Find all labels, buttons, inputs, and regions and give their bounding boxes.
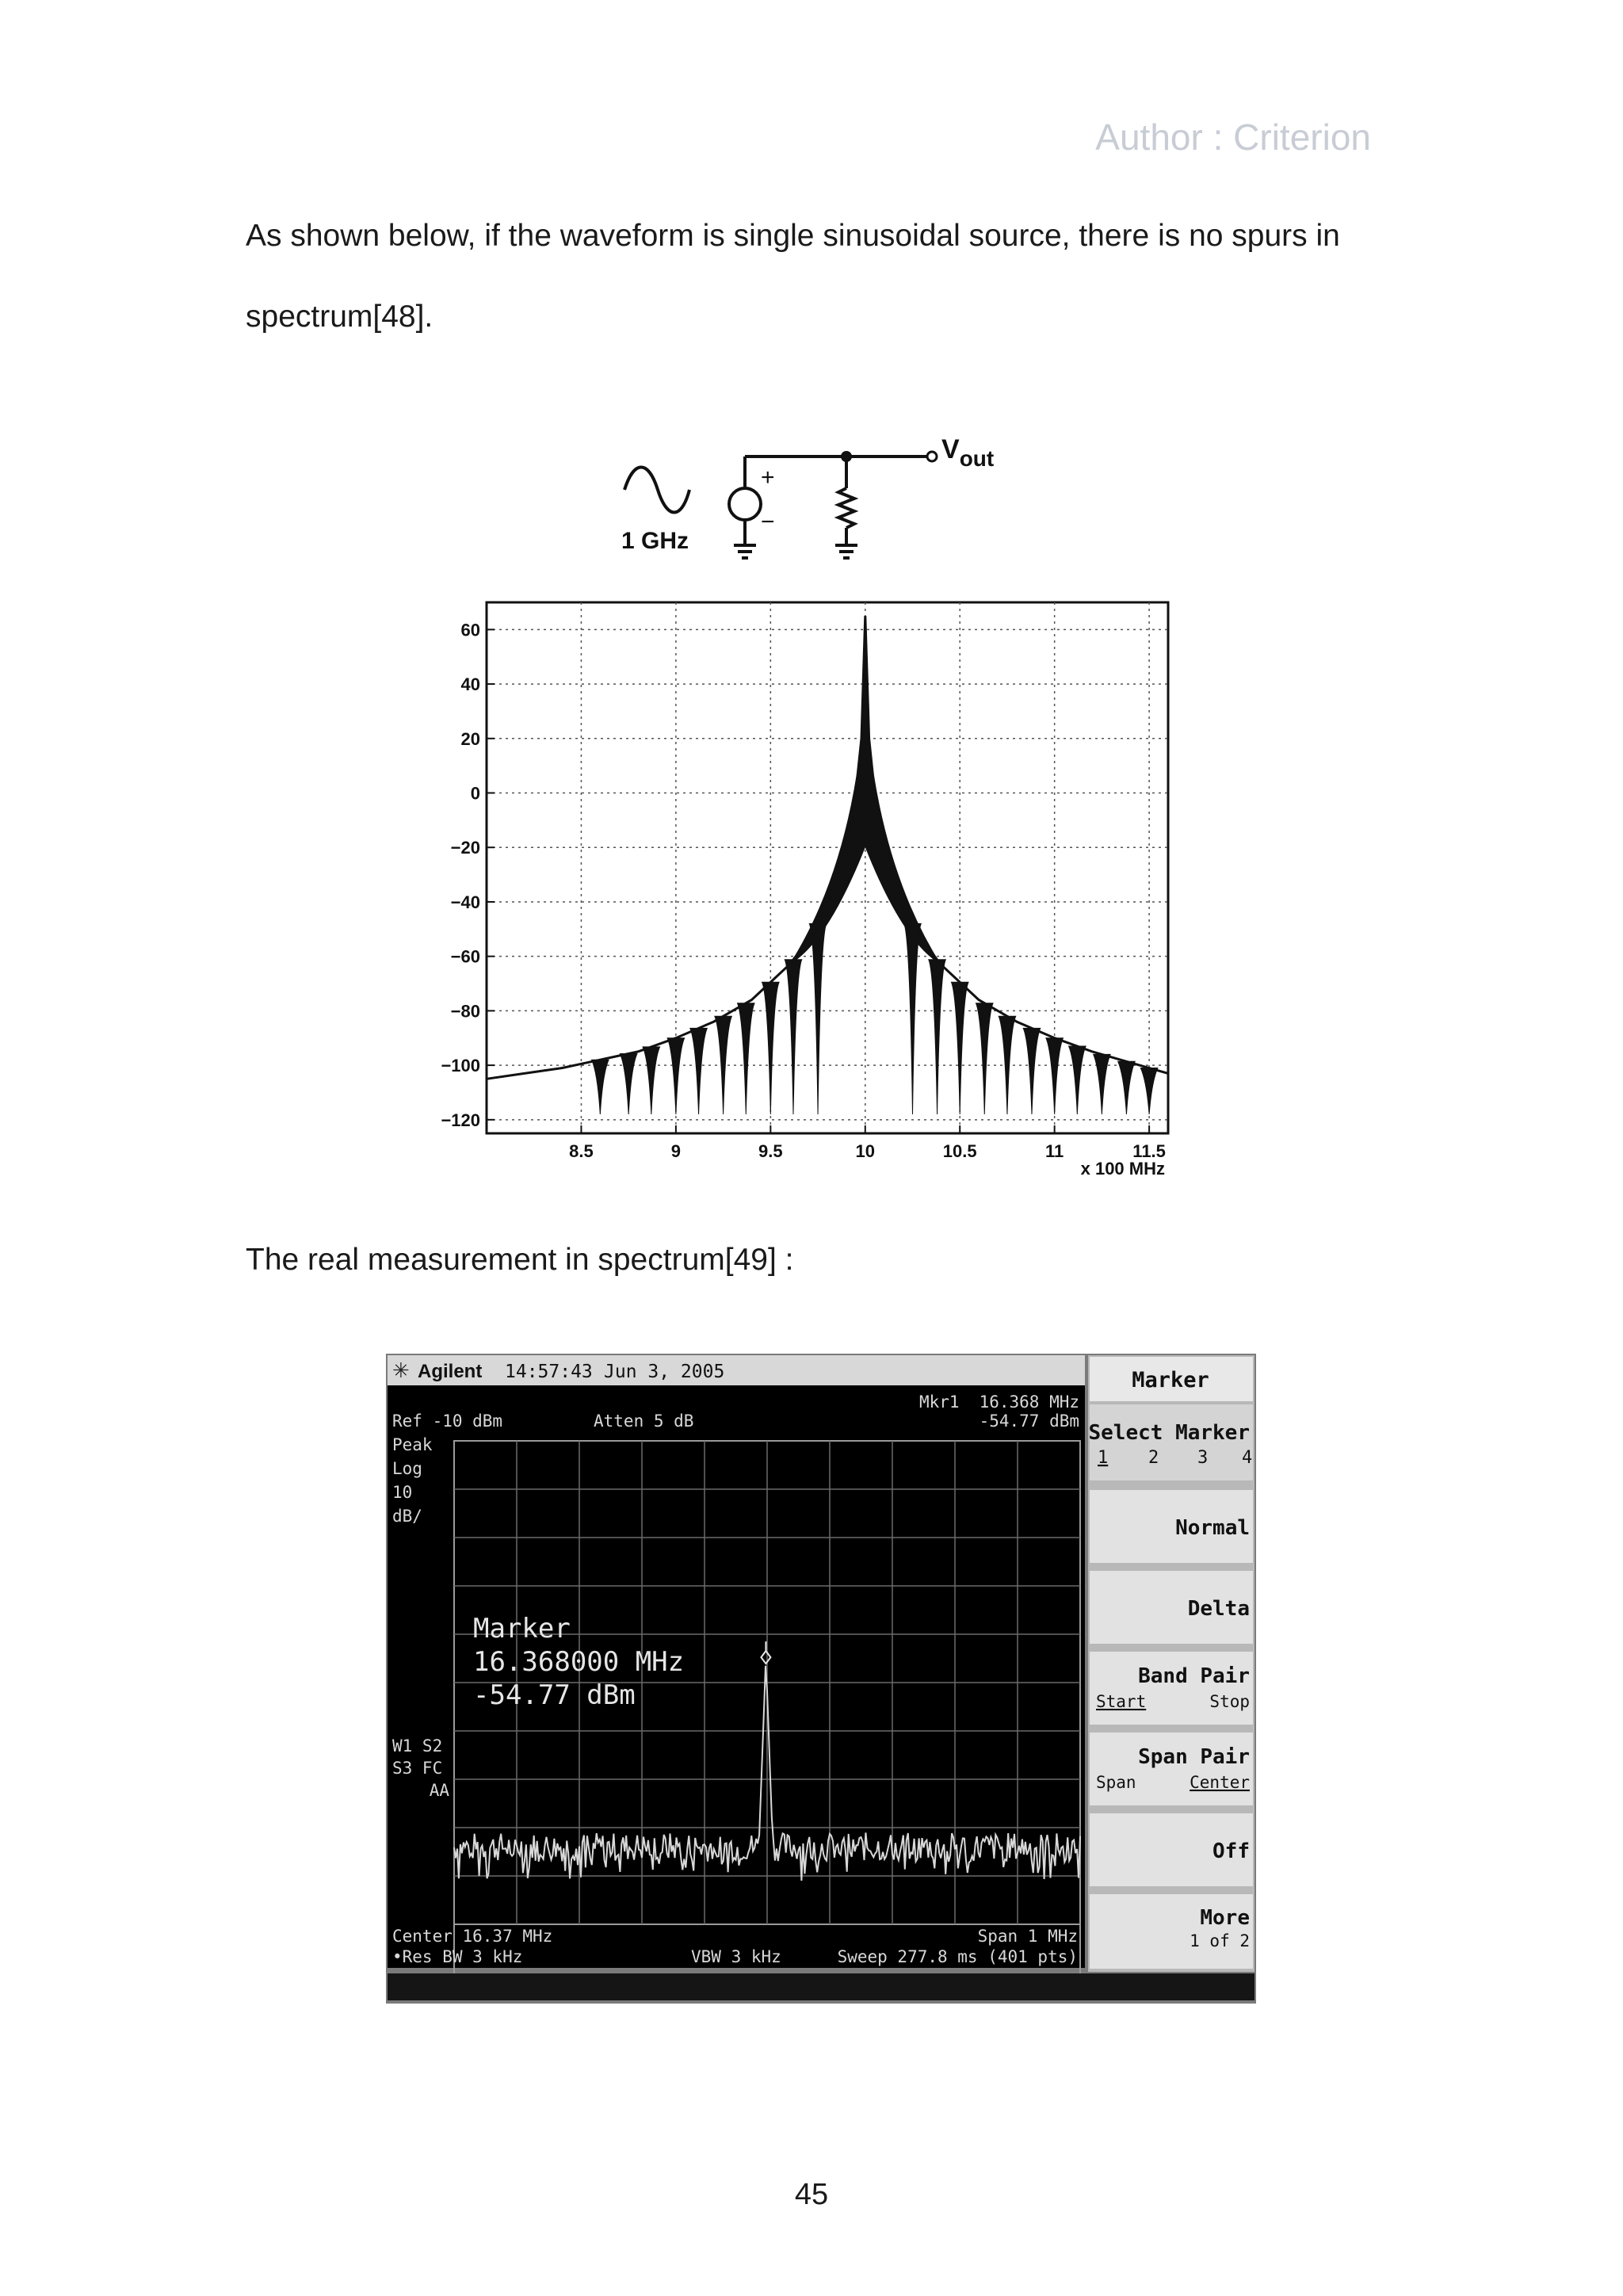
source-ground-symbol	[734, 545, 756, 558]
resistor-symbol	[838, 488, 854, 528]
svg-text:Delta: Delta	[1187, 1597, 1250, 1621]
svg-text:Off: Off	[1212, 1839, 1250, 1863]
svg-text:Normal: Normal	[1175, 1516, 1250, 1540]
simulated-spectrum-chart	[428, 586, 1189, 1189]
x-tick-label: 10.5	[942, 1141, 977, 1161]
more-page-indicator: 1 of 2	[1190, 1931, 1250, 1950]
y-tick-label: −40	[450, 892, 480, 912]
softkey-delta[interactable]	[1090, 1571, 1253, 1644]
resistor-ground-symbol	[835, 545, 857, 558]
softkey-band-pair[interactable]	[1090, 1652, 1253, 1725]
marker-readout-label: Mkr1	[919, 1392, 960, 1412]
svg-text:Select Marker: Select Marker	[1088, 1421, 1250, 1445]
scale-value-label: 10	[392, 1483, 413, 1502]
marker-box-level: -54.77 dBm	[473, 1679, 636, 1711]
video-bandwidth: VBW 3 kHz	[691, 1947, 781, 1966]
trace-flags-line-1: W1 S2	[392, 1736, 443, 1755]
source-minus-sign: −	[761, 509, 775, 535]
analyzer-title-bar	[388, 1355, 1085, 1385]
svg-text:More: More	[1200, 1906, 1250, 1930]
center-frequency: Center 16.37 MHz	[392, 1927, 553, 1946]
softkey-select-marker[interactable]	[1089, 1404, 1254, 1480]
y-tick-label: −80	[450, 1001, 480, 1022]
softkey-off[interactable]	[1090, 1813, 1253, 1886]
circuit-diagram	[610, 428, 1022, 579]
voltage-source-symbol	[729, 488, 761, 520]
softkey-normal[interactable]	[1090, 1490, 1253, 1563]
y-tick-label: 60	[460, 620, 480, 640]
page-number: 45	[794, 2178, 829, 2211]
analyzer-time: 14:57:43	[505, 1362, 593, 1382]
x-tick-label: 9.5	[758, 1141, 783, 1161]
x-axis-unit-label: x 100 MHz	[1080, 1159, 1165, 1179]
sweep-time: Sweep 277.8 ms (401 pts)	[837, 1947, 1078, 1966]
y-tick-label: −20	[450, 838, 480, 858]
source-plus-sign: +	[761, 464, 775, 491]
output-terminal	[927, 452, 937, 461]
agilent-starburst-icon: ✳	[392, 1358, 410, 1382]
y-tick-label: −60	[450, 946, 480, 967]
y-tick-label: 20	[460, 728, 480, 749]
softkey-more[interactable]	[1090, 1894, 1253, 1969]
marker-readout-level: -54.77 dBm	[979, 1412, 1079, 1431]
analyzer-status-bar	[388, 1973, 1254, 2000]
marker-box-title: Marker	[473, 1613, 571, 1645]
intro-paragraph-line-2: spectrum[48].	[246, 300, 433, 334]
reference-level: Ref -10 dBm	[392, 1412, 503, 1431]
x-tick-label: 10	[855, 1141, 876, 1161]
y-tick-label: 40	[460, 674, 480, 695]
spectrum-analyzer-screenshot	[386, 1354, 1256, 2004]
band-pair-start: Start	[1096, 1692, 1147, 1711]
band-pair-stop: Stop	[1209, 1692, 1250, 1711]
output-label: V	[941, 434, 960, 464]
y-tick-label: −100	[441, 1056, 480, 1076]
trace-flags-line-2: S3 FC	[392, 1759, 443, 1778]
detector-peak-label: Peak	[392, 1435, 433, 1454]
select-marker-3: 3	[1197, 1448, 1209, 1468]
marker-box-frequency: 16.368000 MHz	[473, 1646, 685, 1678]
x-tick-label: 11.5	[1132, 1141, 1166, 1161]
intro-paragraph-line-1: As shown below, if the waveform is single sinusoidal source, there is no spurs in	[246, 219, 1340, 253]
svg-text:Span Pair: Span Pair	[1138, 1745, 1250, 1769]
trace-flags-line-3: AA	[429, 1781, 449, 1800]
span-pair-span: Span	[1096, 1773, 1136, 1792]
x-tick-label: 8.5	[569, 1141, 594, 1161]
select-marker-4: 4	[1242, 1448, 1253, 1468]
svg-text:Marker: Marker	[1132, 1368, 1209, 1392]
resolution-bandwidth: •Res BW 3 kHz	[392, 1947, 523, 1966]
svg-text:Vout	[941, 434, 994, 471]
y-tick-label: −120	[441, 1110, 480, 1130]
analyzer-brand: Agilent	[418, 1361, 483, 1382]
svg-text:Band Pair: Band Pair	[1138, 1664, 1250, 1688]
softkey-marker-title	[1090, 1357, 1253, 1401]
output-label-subscript: out	[959, 446, 995, 471]
x-tick-label: 9	[670, 1141, 682, 1161]
frequency-span: Span 1 MHz	[977, 1927, 1078, 1946]
select-marker-1: 1	[1098, 1448, 1109, 1468]
analyzer-date: Jun 3, 2005	[604, 1362, 725, 1382]
sine-wave-icon	[624, 468, 689, 513]
span-pair-center: Center	[1190, 1773, 1250, 1792]
chart-plot-area	[487, 602, 1168, 1133]
x-tick-label: 11	[1045, 1141, 1064, 1161]
measurement-paragraph: The real measurement in spectrum[49] :	[246, 1243, 794, 1277]
attenuation: Atten 5 dB	[594, 1412, 694, 1431]
scale-log-label: Log	[392, 1459, 422, 1478]
source-frequency-label: 1 GHz	[621, 528, 689, 554]
softkey-span-pair[interactable]	[1090, 1733, 1253, 1805]
marker-readout-frequency: 16.368 MHz	[979, 1392, 1079, 1412]
author-watermark: Author : Criterion	[1095, 117, 1371, 158]
scale-unit-label: dB/	[392, 1507, 422, 1526]
y-tick-label: 0	[470, 783, 480, 804]
select-marker-2: 2	[1148, 1448, 1159, 1468]
